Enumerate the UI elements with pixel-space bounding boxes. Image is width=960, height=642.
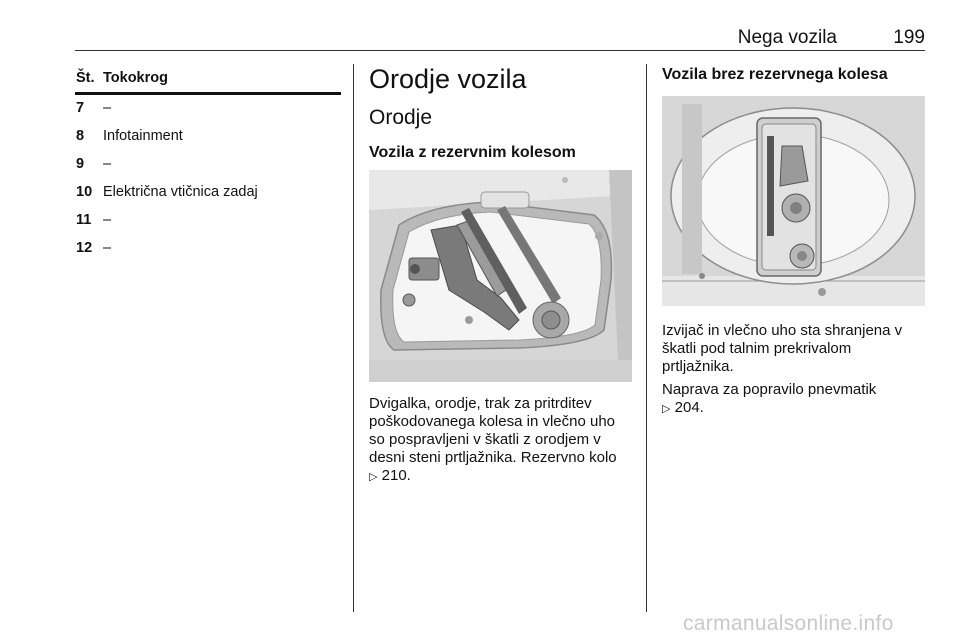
paragraph-line: škatli pod talnim prekrivalom <box>662 340 852 357</box>
table-row <box>75 235 341 263</box>
fuse-number: 11 <box>76 212 92 228</box>
table-row <box>75 179 341 207</box>
page-number: 199 <box>893 27 925 48</box>
body-paragraph <box>662 381 932 418</box>
column-divider-left <box>353 64 354 612</box>
fuse-number: 9 <box>76 156 85 172</box>
page-header <box>75 22 925 51</box>
section-title: Nega vozila <box>737 27 837 48</box>
paragraph-line: Naprava za popravilo pnevmatik <box>662 381 877 398</box>
body-paragraph <box>662 322 932 376</box>
paragraph-line: Dvigalka, orodje, trak za pritrditev <box>369 395 592 412</box>
topic-heading: Vozila brez rezervnega kolesa <box>662 66 888 83</box>
fuse-number: 8 <box>76 128 85 144</box>
page-reference-number: 210. <box>381 467 411 484</box>
fuse-circuit: – <box>103 100 112 116</box>
paragraph-line: so pospravljeni v škatli z orodjem v <box>369 431 601 448</box>
spare-wheel-well-illustration <box>662 96 925 306</box>
fuse-circuit: – <box>103 240 112 256</box>
page-reference-arrow-icon: ▷ <box>662 403 671 415</box>
column-divider-right <box>646 64 647 612</box>
fuse-number: 12 <box>76 240 93 256</box>
page-reference[interactable] <box>369 467 644 486</box>
paragraph-line: prtljažnika. <box>662 358 734 375</box>
page-reference-number: 204. <box>674 399 704 416</box>
fuse-number: 7 <box>76 100 85 116</box>
body-paragraph <box>369 395 644 486</box>
topic-heading: Vozila z rezervnim kolesom <box>369 144 576 161</box>
fuse-number: 10 <box>76 184 93 200</box>
table-row <box>75 207 341 235</box>
watermark: carmanualsonline.info <box>683 612 894 635</box>
page-reference-arrow-icon: ▷ <box>369 471 378 483</box>
table-row <box>75 151 341 179</box>
table-row <box>75 95 341 123</box>
toolbox-illustration <box>369 170 632 382</box>
paragraph-line: desni steni prtljažnika. Rezervno kolo <box>369 449 617 466</box>
column-header-circuit: Tokokrog <box>103 70 168 86</box>
page-reference[interactable] <box>662 399 932 418</box>
fuse-circuit: Električna vtičnica zadaj <box>103 184 258 200</box>
table-row <box>75 123 341 151</box>
fuse-table-header <box>75 66 341 95</box>
paragraph-line: poškodovanega kolesa in vlečno uho <box>369 413 616 430</box>
fuse-circuit: – <box>103 212 112 228</box>
fuse-circuit: Infotainment <box>103 128 183 144</box>
paragraph-line: Izvijač in vlečno uho sta shranjena v <box>662 322 903 339</box>
fuse-table <box>75 66 341 263</box>
section-heading: Orodje vozila <box>369 64 527 94</box>
subsection-heading: Orodje <box>369 106 433 129</box>
fuse-circuit: – <box>103 156 112 172</box>
column-header-number: Št. <box>76 70 95 86</box>
